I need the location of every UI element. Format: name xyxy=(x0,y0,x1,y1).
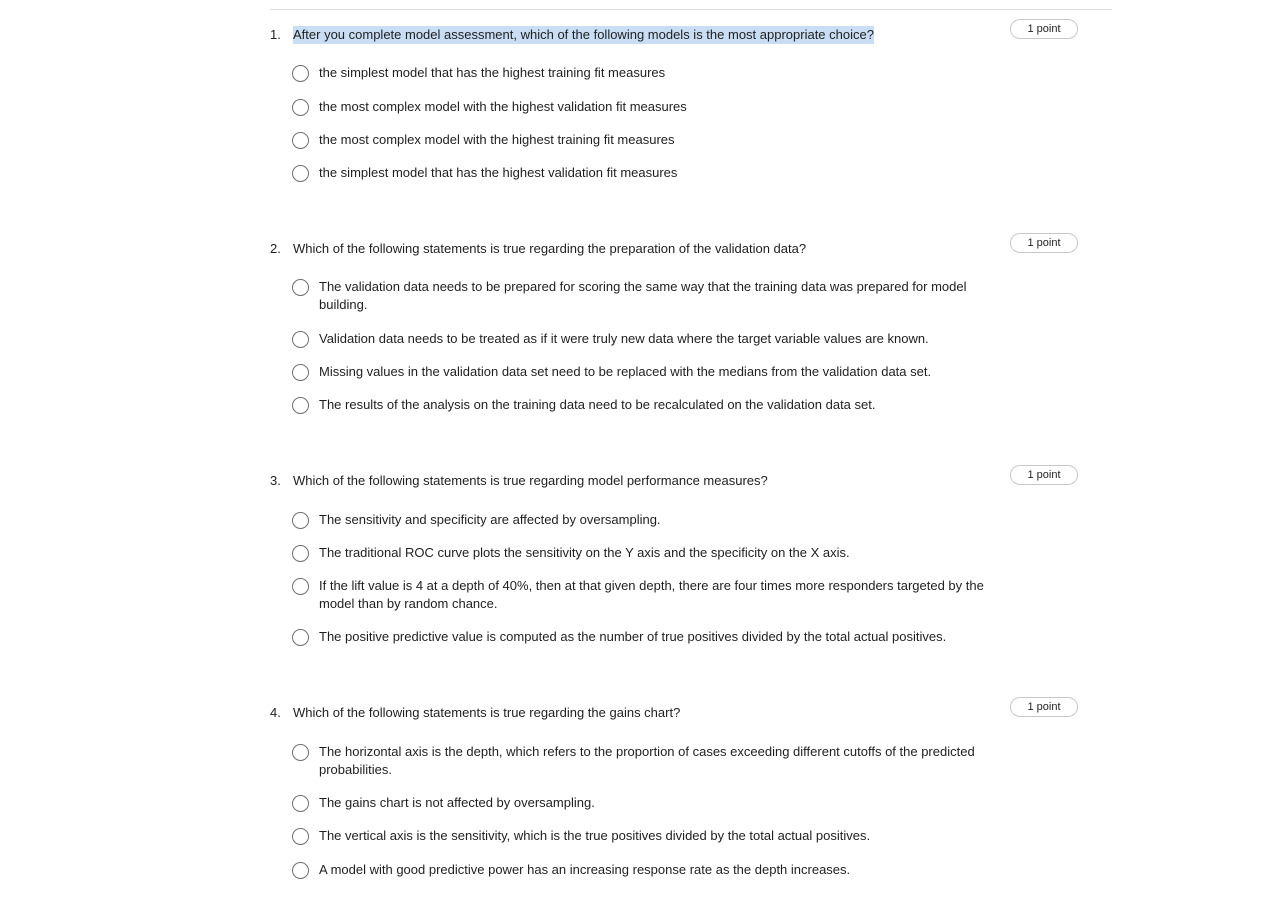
question-number: 2. xyxy=(270,241,281,256)
radio-button[interactable] xyxy=(292,279,309,296)
radio-button[interactable] xyxy=(292,828,309,845)
question-number: 4. xyxy=(270,705,281,720)
option-label[interactable]: The validation data needs to be prepared for scoring the same way that the training data was prepared for model building. xyxy=(319,279,967,312)
radio-button[interactable] xyxy=(292,165,309,182)
option-label[interactable]: The sensitivity and specificity are affected by oversampling. xyxy=(319,512,661,527)
option-label[interactable]: The positive predictive value is computed as the number of true positives divided by the total actual positives. xyxy=(319,629,947,644)
option-label[interactable]: The horizontal axis is the depth, which refers to the proportion of cases exceeding different cutoffs of the predicted probabilities. xyxy=(319,744,975,777)
question-number: 1. xyxy=(270,27,281,42)
radio-button[interactable] xyxy=(292,862,309,879)
radio-button[interactable] xyxy=(292,331,309,348)
radio-button[interactable] xyxy=(292,629,309,646)
option-label[interactable]: If the lift value is 4 at a depth of 40%, then at that given depth, there are four times more responders targeted by the model than by random chance. xyxy=(319,578,984,611)
option-label[interactable]: the simplest model that has the highest training fit measures xyxy=(319,65,666,80)
option-label[interactable]: The gains chart is not affected by oversampling. xyxy=(319,795,595,810)
points-badge: 1 point xyxy=(1010,19,1078,39)
top-divider xyxy=(270,9,1112,10)
question-text: Which of the following statements is true regarding model performance measures? xyxy=(293,473,768,488)
option-label[interactable]: the most complex model with the highest training fit measures xyxy=(319,132,675,147)
radio-button[interactable] xyxy=(292,512,309,529)
option-label[interactable]: the simplest model that has the highest validation fit measures xyxy=(319,165,678,180)
option-label[interactable]: The vertical axis is the sensitivity, which is the true positives divided by the total actual positives. xyxy=(319,828,871,843)
option-label[interactable]: the most complex model with the highest validation fit measures xyxy=(319,99,687,114)
radio-button[interactable] xyxy=(292,795,309,812)
question-number: 3. xyxy=(270,473,281,488)
radio-button[interactable] xyxy=(292,65,309,82)
radio-button[interactable] xyxy=(292,99,309,116)
points-badge: 1 point xyxy=(1010,233,1078,253)
option-label[interactable]: The traditional ROC curve plots the sensitivity on the Y axis and the specificity on the X axis. xyxy=(319,545,850,560)
radio-button[interactable] xyxy=(292,364,309,381)
radio-button[interactable] xyxy=(292,132,309,149)
question-text: Which of the following statements is true regarding the gains chart? xyxy=(293,705,681,720)
question-text: Which of the following statements is true regarding the preparation of the validation data? xyxy=(293,241,807,256)
radio-button[interactable] xyxy=(292,545,309,562)
radio-button[interactable] xyxy=(292,744,309,761)
option-label[interactable]: Validation data needs to be treated as if it were truly new data where the target variable values are known. xyxy=(319,331,929,346)
option-label[interactable]: Missing values in the validation data set need to be replaced with the medians from the validation data set. xyxy=(319,364,932,379)
option-label[interactable]: A model with good predictive power has an increasing response rate as the depth increases. xyxy=(319,862,851,877)
question-text: After you complete model assessment, which of the following models is the most appropriate choice? xyxy=(293,27,874,42)
radio-button[interactable] xyxy=(292,397,309,414)
radio-button[interactable] xyxy=(292,578,309,595)
points-badge: 1 point xyxy=(1010,697,1078,717)
option-label[interactable]: The results of the analysis on the training data need to be recalculated on the validation data set. xyxy=(319,397,876,412)
points-badge: 1 point xyxy=(1010,465,1078,485)
